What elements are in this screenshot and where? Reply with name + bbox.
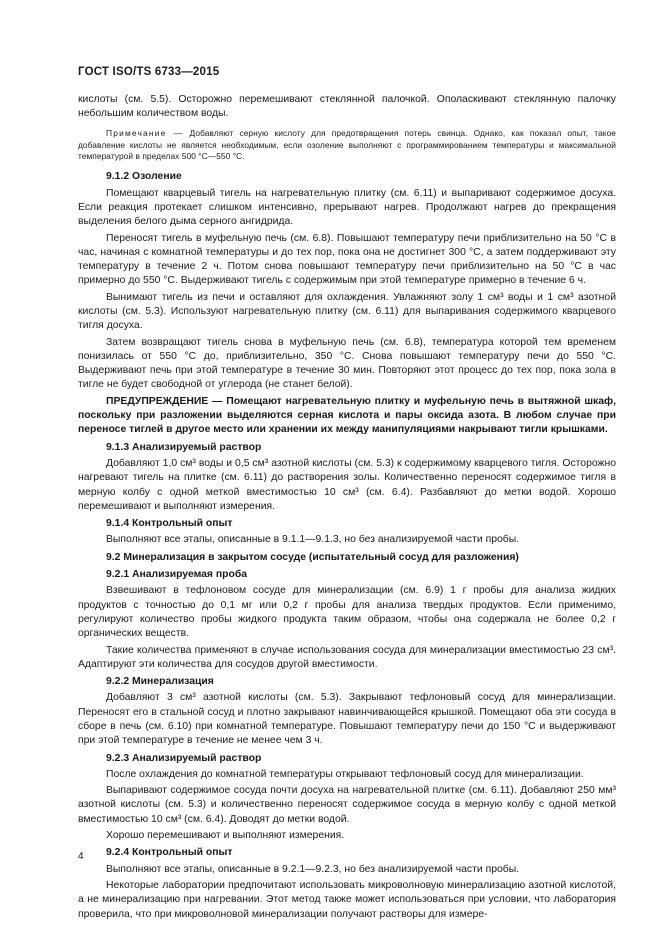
paragraph: Вынимают тигель из печи и оставляют для охлаждения. Увлажняют золу 1 см³ воды и 1 см³ азотной кислоты (см. 5.3). Используют нагревательную плитку (см. 6.11) для выпаривания содержимого кварцевого тигля досуха. (78, 291, 616, 332)
paragraph: Затем возвращают тигель снова в муфельную печь (см. 6.8), температура которой тем временем понизилась от 550 °C до, приблизительно, 350 °C. Снова повышают температуру печи до 550 °C. Выдерживают печь при этой температуре в течение 30 мин. Повторяют этот процесс до тех пор, пока зола в тигле не будет свободной от углерода (не станет белой). (78, 336, 616, 391)
heading-9-1-4: 9.1.4 Контрольный опыт (106, 518, 233, 530)
heading-9-2-3: 9.2.3 Анализируемый раствор (106, 752, 262, 764)
note (78, 128, 616, 164)
page-number: 4 (78, 851, 84, 862)
note-label: Примечание — (106, 127, 184, 138)
paragraph: Некоторые лаборатории предпочитают использовать микроволновую минерализацию азотной кислотой, а не минерализацию при нагревании. Этот метод также может использоваться при условии, что лаборатория проверила, что при микроволновой минерализации получают растворы для измере- (78, 879, 616, 920)
heading-9-2-4: 9.2.4 Контрольный опыт (106, 847, 233, 859)
heading-9-2-2: 9.2.2 Минерализация (106, 676, 214, 688)
document-body (78, 93, 616, 924)
paragraph: Переносят тигель в муфельную печь (см. 6.8). Повышают температуру печи приблизительно на 50 °C в час, начиная с комнатной температуры и до тех пор, пока она не достигнет 300 °C, а затем поддерживают эту температуру в течение 2 ч. Потом снова повышают температуру печи приблизительно на 50 °C в час примерно до 550 °C. Выдерживают тигель с содержимым при этой температуре примерно в течение 6 ч. (78, 232, 616, 287)
paragraph: Добавляют 3 см³ азотной кислоты (см. 5.3). Закрывают тефлоновый сосуд для минерализации. Переносят его в стальной сосуд и плотно закрывают навинчивающейся крышкой. Помещают оба эти сосуда в сборе в печь (см. 6.10) при комнатной температуре. Повышают температуру печи до 150 °C и выдерживают при этой температуре в течение не менее чем 3 ч. (78, 692, 616, 747)
heading-9-2: 9.2 Минерализация в закрытом сосуде (испытательный сосуд для разложения) (106, 551, 519, 563)
paragraph: Помещают кварцевый тигель на нагревательную плитку (см. 6.11) и выпаривают содержимое досуха. Если реакция протекает слишком интенсивно, прерывают нагрев. Продолжают нагрев до прекращения выделения белого дыма серного ангидрида. (78, 187, 616, 228)
paragraph: Добавляют 1,0 см³ воды и 0,5 см³ азотной кислоты (см. 5.3) к содержимому кварцевого тигля. Осторожно нагревают тигель на плитке (см. 6.11) до растворения золы. Количественно переносят содержимое тигля в мерную колбу с одной меткой вместимостью 10 см³ (см. 6.4). Разбавляют до метки водой. Хорошо перемешивают и выполняют измерения. (78, 457, 616, 512)
heading-9-1-3: 9.1.3 Анализируемый раствор (106, 441, 262, 453)
heading-9-1-2: 9.1.2 Озоление (106, 171, 182, 183)
note-text: Добавляют серную кислоту для предотвращения потерь свинца. Однако, как показал опыт, такое добавление кислоты не является необходимым, если озоление выполняют с программированием температуры и максимальной температурой в пределах 500 °C—550 °C. (78, 127, 617, 162)
warning-paragraph: ПРЕДУПРЕЖДЕНИЕ — Помещают нагревательную плитку и муфельную печь в вытяжной шкаф, поскольку при разложении выделяются серная кислота и пары оксида азота. В любом случае при переносе тиглей в другое место или хранении их между манипуляциями накрывают тигли крышками. (78, 395, 616, 436)
paragraph: Выпаривают содержимое сосуда почти досуха на нагревательной плитке (см. 6.11). Добавляют 250 мм³ азотной кислоты (см. 5.3) и количественно переносят содержимое сосуда в мерную колбу с одной меткой вместимостью 10 см³ (см. 6.4). Доводят до метки водой. (78, 785, 616, 825)
heading-9-2-1: 9.2.1 Анализируемая проба (106, 569, 248, 581)
paragraph: Хорошо перемешивают и выполняют измерения. (106, 830, 345, 842)
paragraph: Выполняют все этапы, описанные в 9.2.1—9.2.3, но без анализируемой части пробы. (106, 863, 520, 875)
paragraph-continuation: кислоты (см. 5.5). Осторожно перемешивают стеклянной палочкой. Ополаскивают стеклянную палочку небольшим количеством воды. (78, 94, 616, 120)
paragraph: Выполняют все этапы, описанные в 9.1.1—9.1.3, но без анализируемой части пробы. (106, 534, 520, 546)
paragraph: Такие количества применяют в случае использования сосуда для минерализации вместимостью 23 см³. Адаптируют эти количества для сосудов другой вместимости. (78, 644, 616, 670)
paragraph: Взвешивают в тефлоновом сосуде для минерализации (см. 6.9) 1 г пробы для анализа жидких продуктов с точностью до 0,1 мг или 0,2 г пробы для анализа твердых продуктов. Если применимо, регулируют количество пробы жидкого продукта таким образом, чтобы она содержала не более 0,2 г органических веществ. (78, 585, 616, 640)
document-header: ГОСТ ISO/TS 6733—2015 (78, 66, 220, 78)
paragraph: После охлаждения до комнатной температуры открывают тефлоновый сосуд для минерализации. (106, 768, 584, 780)
